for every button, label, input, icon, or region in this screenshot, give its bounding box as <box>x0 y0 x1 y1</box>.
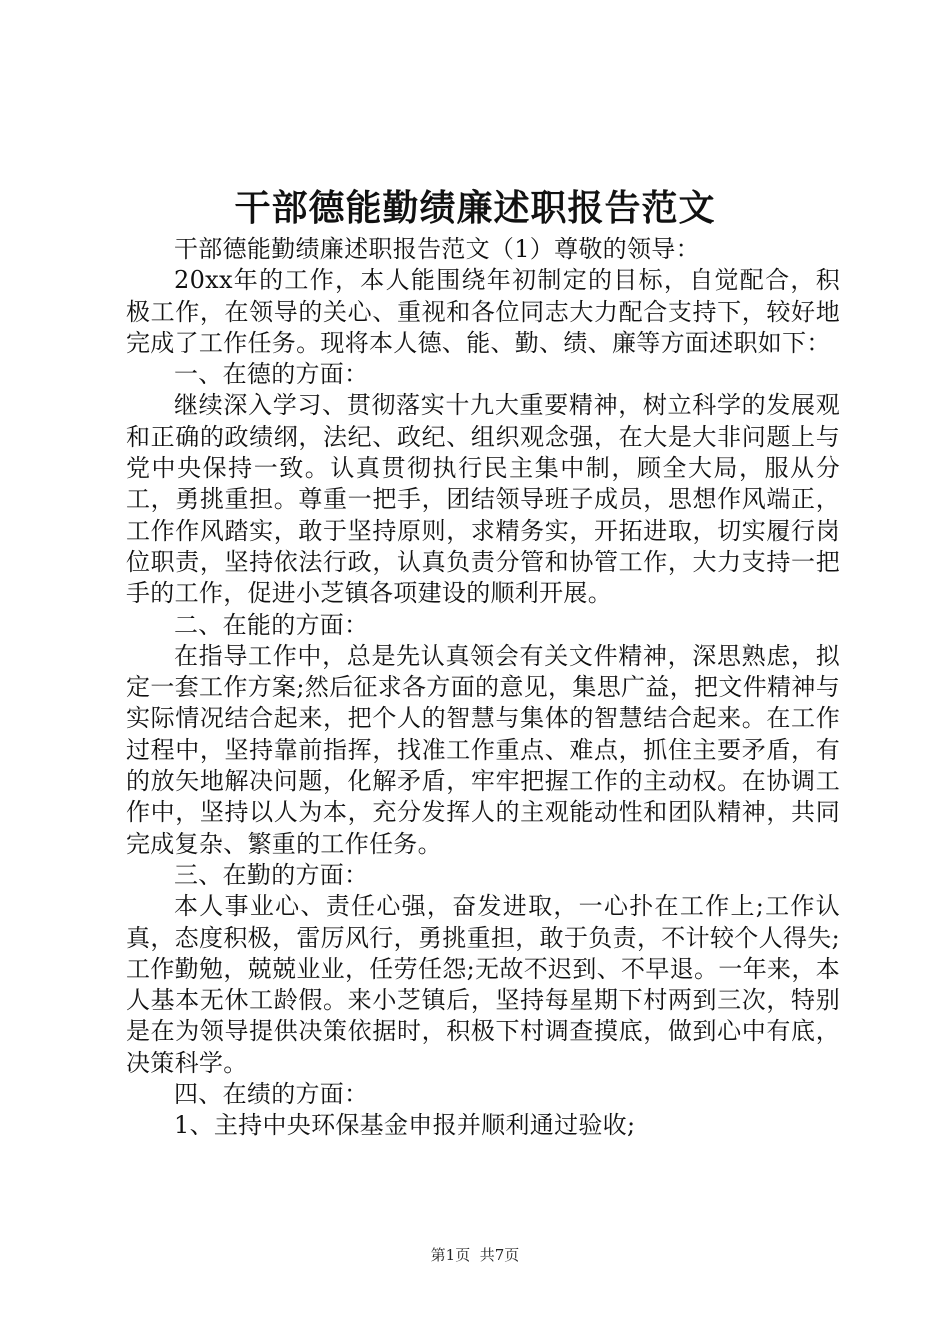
document-body <box>126 234 840 1142</box>
page-total: 共7页 <box>479 1246 520 1264</box>
section-body-qin: 本人事业心、责任心强，奋发进取，一心扑在工作上;工作认真，态度积极，雷厉风行，勇挑重担，敢于负责，不计较个人得失;工作勤勉，兢兢业业，任劳任怨;无故不迟到、不早退。一年来，本人基本无休工龄假。来小芝镇后，坚持每星期下村两到三次，特别是在为领导提供决策依据时，积极下村调查摸底，做到心中有底，决策科学。 <box>126 892 840 1077</box>
section-heading-qin: 三、在勤的方面： <box>174 860 369 889</box>
section-body-de: 继续深入学习、贯彻落实十九大重要精神，树立科学的发展观和正确的政绩纲，法纪、政纪、组织观念强，在大是大非问题上与党中央保持一致。认真贯彻执行民主集中制，顾全大局，服从分工，勇挑重担。尊重一把手，团结领导班子成员，思想作风端正，工作作风踏实，敢于坚持原则，求精务实，开拓进取，切实履行岗位职责，坚持依法行政，认真负责分管和协管工作，大力支持一把手的工作，促进小芝镇各项建设的顺利开展。 <box>126 391 840 608</box>
section-item-1: 1、主持中央环保基金申报并顺利通过验收; <box>174 1111 636 1140</box>
footer-spacer <box>470 1246 480 1264</box>
page-number: 第1页 <box>430 1246 471 1264</box>
section-heading-ji: 四、在绩的方面： <box>174 1080 369 1109</box>
page-footer <box>0 1244 950 1266</box>
section-heading-neng: 二、在能的方面： <box>174 610 369 639</box>
section-heading-de: 一、在德的方面： <box>174 360 369 389</box>
greeting-paragraph: 干部德能勤绩廉述职报告范文（1）尊敬的领导： <box>174 235 700 263</box>
intro-paragraph: 20xx年的工作，本人能围绕年初制定的目标，自觉配合，积极工作，在领导的关心、重视和各位同志大力配合支持下，较好地完成了工作任务。现将本人德、能、勤、绩、廉等方面述职如下： <box>126 266 840 357</box>
section-body-neng: 在指导工作中，总是先认真领会有关文件精神，深思熟虑，拟定一套工作方案;然后征求各方面的意见，集思广益，把文件精神与实际情况结合起来，把个人的智慧与集体的智慧结合起来。在工作过程中，坚持靠前指挥，找准工作重点、难点，抓住主要矛盾，有的放矢地解决问题，化解矛盾，牢牢把握工作的主动权。在协调工作中，坚持以人为本，充分发挥人的主观能动性和团队精神，共同完成复杂、繁重的工作任务。 <box>126 641 840 858</box>
document-title: 干部德能勤绩廉述职报告范文 <box>234 187 716 229</box>
